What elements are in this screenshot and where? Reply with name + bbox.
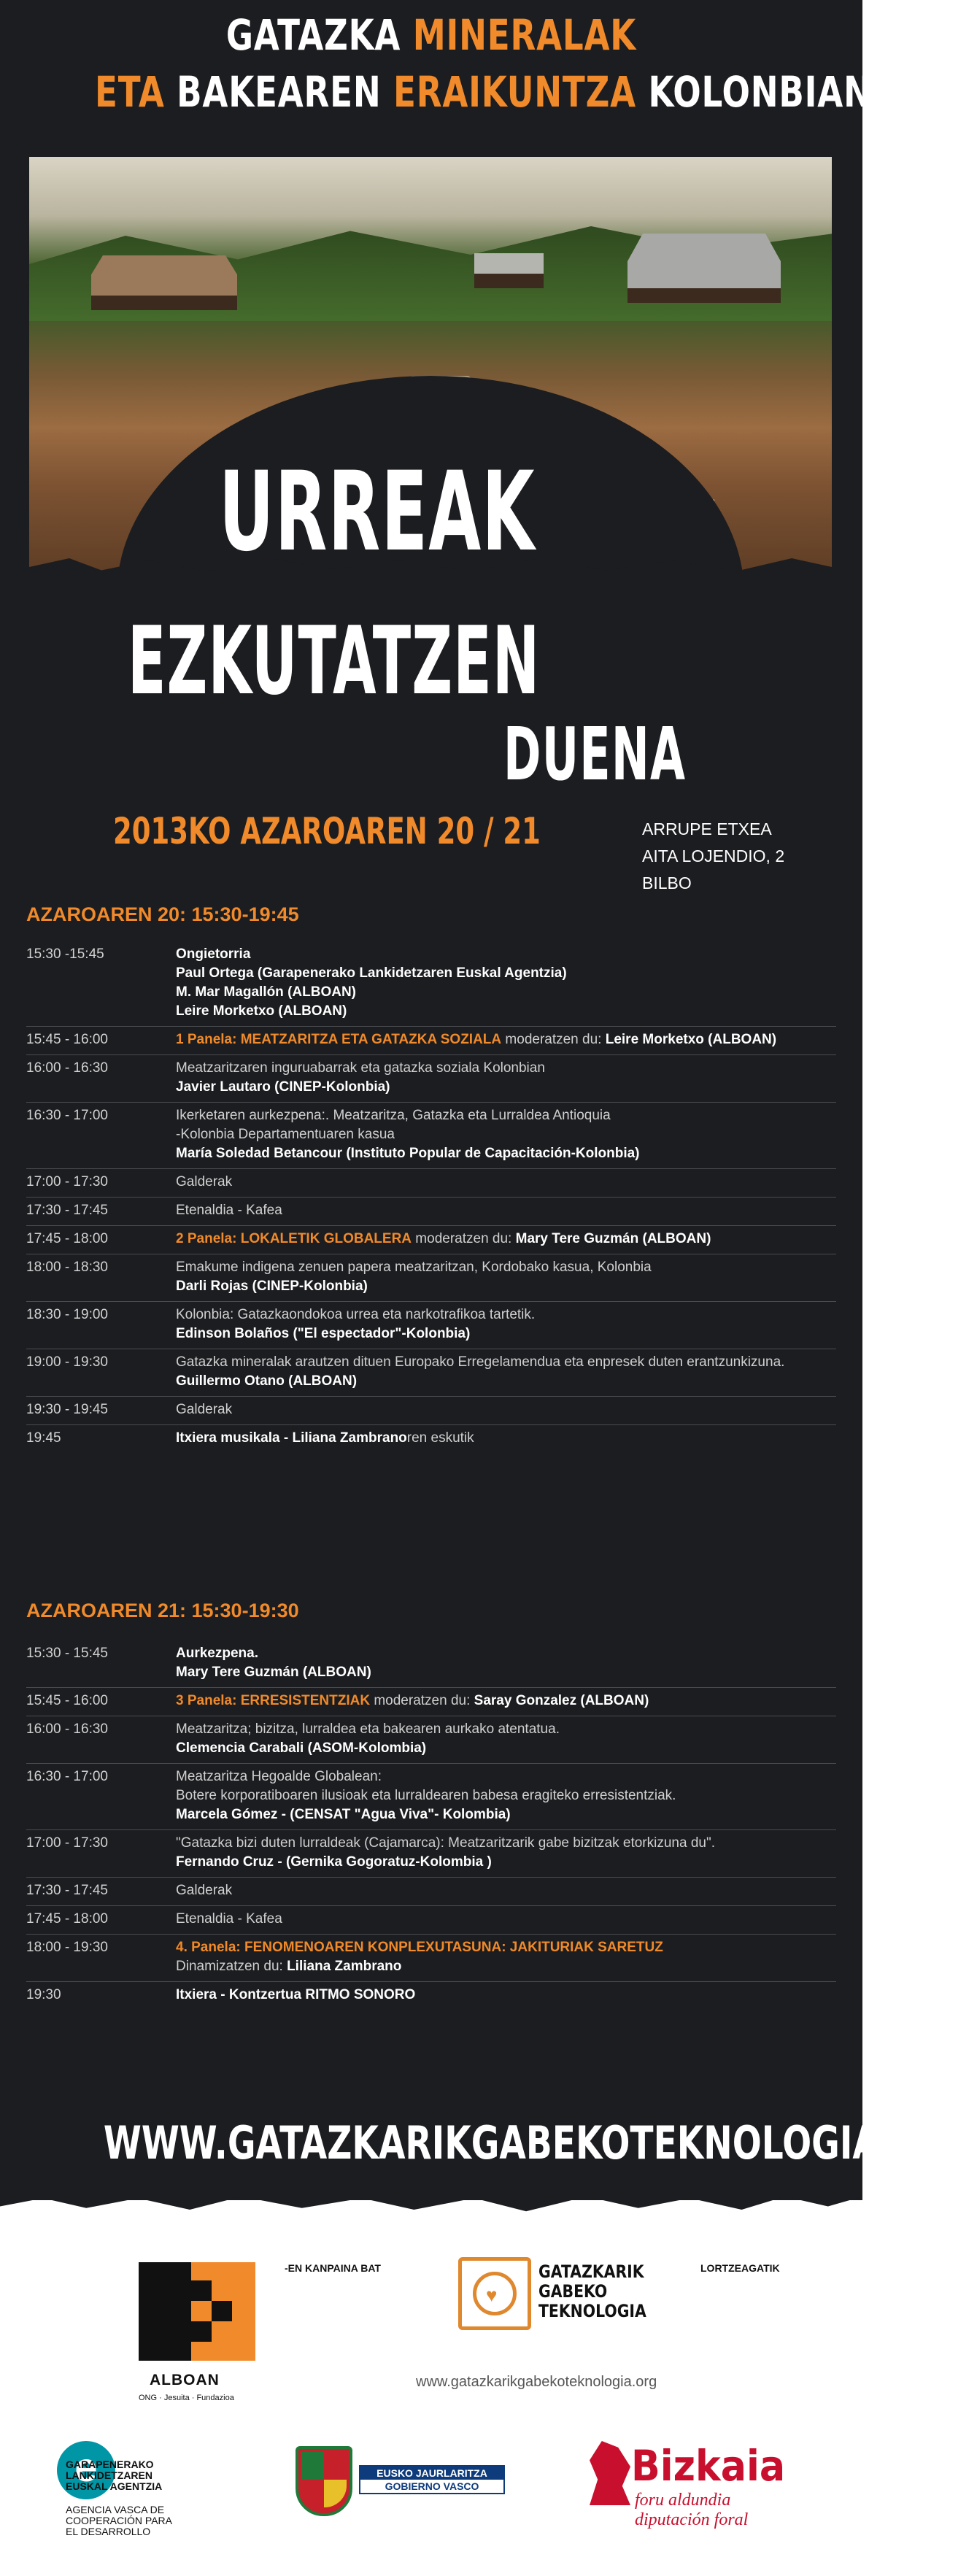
- row-content: [176, 1400, 836, 1419]
- logo-text-line: LANKIDETZAREN: [66, 2469, 152, 2481]
- campaign-note: -EN KANPAINA BAT: [285, 2262, 381, 2274]
- row-time: 18:00 - 18:30: [26, 1260, 108, 1275]
- speaker-name: Javier Lautaro (CINEP-Kolonbia): [176, 1079, 390, 1095]
- row-content: [176, 1258, 836, 1296]
- logo-text-line: GATAZKARIK: [538, 2261, 644, 2282]
- row-time: 17:45 - 18:00: [26, 1911, 108, 1927]
- row-content: [176, 1353, 836, 1391]
- talk-description: Meatzaritza; bizitza, lurraldea eta bakearen aurkako atentatua.: [176, 1721, 560, 1737]
- row-time: 19:00 - 19:30: [26, 1354, 108, 1370]
- alboan-logo: [139, 2262, 255, 2361]
- row-content: [176, 1692, 836, 1711]
- logo-text-line: GARAPENERAKO: [66, 2459, 154, 2470]
- talk-description: Emakume indigena zenuen papera meatzaritzan, Kordobako kasua, Kolonbia: [176, 1260, 652, 1275]
- moderator-label: moderatzen du:: [370, 1693, 474, 1708]
- program-row: [26, 1169, 836, 1198]
- row-content: [176, 1173, 836, 1192]
- logo-square: [212, 2301, 232, 2321]
- day2-program: [26, 1640, 836, 2010]
- row-content: [176, 1720, 836, 1758]
- panel-title: 3 Panela: ERRESISTENTZIAK: [176, 1693, 371, 1708]
- row-title: Ongietorria: [176, 946, 251, 962]
- row-title: Aurkezpena.: [176, 1646, 258, 1661]
- alboan-name: ALBOAN: [150, 2372, 220, 2388]
- talk-description: Gatazka mineralak arautzen dituen Europako Erregelamendua eta enpresek duten erantzunkizuna.: [176, 1354, 785, 1370]
- program-row: [26, 1055, 836, 1103]
- logo-square: [191, 2321, 212, 2342]
- program-row: [26, 1425, 836, 1453]
- program-row: [26, 1198, 836, 1226]
- closing-title: Itxiera - Kontzertua RITMO SONORO: [176, 1987, 416, 2002]
- logo-text-line: foru aldundia: [635, 2491, 731, 2510]
- row-content: [176, 1986, 836, 2005]
- talk-description: Ikerketaren aurkezpena:. Meatzaritza, Gatazka eta Lurraldea Antioquia: [176, 1108, 611, 1123]
- venue-line: ARRUPE ETXEA: [642, 820, 772, 838]
- header-line-1: [95, 10, 768, 60]
- talk-description: Meatzaritza Hegoalde Globalean:: [176, 1769, 382, 1784]
- row-time: 17:00 - 17:30: [26, 1835, 108, 1851]
- row-time: 15:45 - 16:00: [26, 1693, 108, 1708]
- logo-text-line: GOBIERNO VASCO: [360, 2480, 503, 2493]
- day2-heading: AZAROAREN 21: 15:30-19:30: [26, 1600, 299, 1621]
- talk-description: "Gatazka bizi duten lurraldeak (Cajamarca): Meatzaritzarik gabe bizitzak etorkizuna du".: [176, 1835, 715, 1851]
- row-time: 19:30: [26, 1987, 61, 2002]
- moderator-name: Leire Morketxo (ALBOAN): [605, 1032, 777, 1047]
- alboan-subtitle: ONG · Jesuita · Fundazioa: [139, 2394, 234, 2402]
- header-word: GATAZKA: [225, 10, 401, 60]
- row-content: [176, 1881, 836, 1900]
- row-content: [176, 1767, 836, 1824]
- panel-title: 4. Panela: FENOMENOAREN KONPLEXUTASUNA: JAKITURIAK SARETUZ: [176, 1940, 663, 1955]
- campaign-logo-icon: [458, 2257, 531, 2330]
- row-time: 17:00 - 17:30: [26, 1174, 108, 1189]
- event-date: 2013KO AZAROAREN 20 / 21: [113, 810, 541, 852]
- speaker-name: Leire Morketxo (ALBOAN): [176, 1003, 347, 1019]
- shield-quarter: [301, 2452, 324, 2480]
- speaker-name: Edinson Bolaños ("El espectador"-Kolonbia): [176, 1326, 471, 1341]
- campaign-url[interactable]: WWW.GATAZKARIKGABEKOTEKNOLOGIA.ORG: [103, 2116, 977, 2170]
- logo-text-line: EUSKAL AGENTZIA: [66, 2480, 163, 2492]
- bizkaia-name: Bizkaia: [631, 2441, 786, 2491]
- moderator-name: Mary Tere Guzmán (ALBOAN): [515, 1231, 711, 1246]
- program-row: [26, 1982, 836, 2010]
- bizkaia-tree-icon: [590, 2441, 630, 2505]
- moderator-name: Liliana Zambrano: [287, 1959, 402, 1974]
- header-word: KOLONBIAN: [648, 67, 872, 117]
- row-content: [176, 945, 836, 1021]
- campaign-suffix: LORTZEAGATIK: [700, 2262, 780, 2274]
- e-letter-icon: e: [74, 2444, 98, 2490]
- euskal-agentzia-name: [66, 2459, 162, 2492]
- talk-description: Botere korporatiboaren ilusioak eta lurraldearen babesa eragiteko erresistentziak.: [176, 1788, 676, 1803]
- speaker-name: Marcela Gómez - (CENSAT "Agua Viva"- Kolombia): [176, 1807, 511, 1822]
- program-row: [26, 1349, 836, 1397]
- title-line-3: DUENA: [503, 712, 687, 797]
- talk-description: Galderak: [176, 1174, 233, 1189]
- program-row: [26, 1906, 836, 1935]
- row-content: [176, 1059, 836, 1097]
- row-time: 19:45: [26, 1430, 61, 1446]
- panel-title: 1 Panela: MEATZARITZA ETA GATAZKA SOZIALA: [176, 1032, 502, 1047]
- row-time: 16:30 - 17:00: [26, 1769, 108, 1784]
- program-row: [26, 941, 836, 1027]
- logo-text-line: TEKNOLOGIA: [538, 2301, 646, 2321]
- program-row: [26, 1878, 836, 1906]
- campaign-website[interactable]: www.gatazkarikgabekoteknologia.org: [416, 2374, 657, 2390]
- closing-suffix: ren eskutik: [406, 1430, 474, 1446]
- moderator-label: moderatzen du:: [501, 1032, 606, 1047]
- program-row: [26, 1688, 836, 1716]
- shield-quarter: [324, 2480, 347, 2507]
- hut-shape: [474, 253, 544, 288]
- row-time: 19:30 - 19:45: [26, 1402, 108, 1417]
- logo-text-line: EL DESARROLLO: [66, 2526, 151, 2537]
- talk-description: Kolonbia: Gatazkaondokoa urrea eta narkotrafikoa tartetik.: [176, 1307, 536, 1322]
- speaker-name: Paul Ortega (Garapenerako Lankidetzaren Euskal Agentzia): [176, 965, 567, 981]
- program-row: [26, 1935, 836, 1982]
- speaker-name: Guillermo Otano (ALBOAN): [176, 1373, 358, 1389]
- row-time: 15:30 -15:45: [26, 946, 104, 962]
- row-time: 16:30 - 17:00: [26, 1108, 108, 1123]
- speaker-name: María Soledad Betancour (Instituto Popular de Capacitación-Kolonbia): [176, 1146, 640, 1161]
- program-row: [26, 1302, 836, 1349]
- hut-shape: [627, 234, 781, 303]
- day1-heading: AZAROAREN 20: 15:30-19:45: [26, 903, 299, 925]
- logo-square: [191, 2280, 212, 2301]
- talk-description: Galderak: [176, 1402, 233, 1417]
- logo-text-line: GABEKO: [538, 2281, 608, 2302]
- eusko-jaurlaritza-label: [359, 2465, 505, 2494]
- row-content: [176, 1201, 836, 1220]
- hut-shape: [91, 255, 237, 310]
- moderator-label: moderatzen du:: [412, 1231, 516, 1246]
- row-content: [176, 1030, 836, 1049]
- row-content: [176, 1106, 836, 1163]
- header-word-highlight: ETA: [95, 67, 165, 117]
- header-word-highlight: MINERALAK: [412, 10, 637, 60]
- euskal-agentzia-name-es: [66, 2504, 172, 2537]
- venue-line: BILBO: [642, 874, 692, 892]
- day1-program: [26, 941, 836, 1453]
- closing-title: Itxiera musikala - Liliana Zambrano: [176, 1430, 407, 1446]
- moderator-label: Dinamizatzen du:: [176, 1959, 287, 1974]
- heart-icon: ♥: [486, 2284, 498, 2306]
- row-content: [176, 1938, 836, 1976]
- speaker-name: Darli Rojas (CINEP-Kolonbia): [176, 1279, 368, 1294]
- row-content: [176, 1910, 836, 1929]
- talk-description: Meatzaritzaren inguruabarrak eta gatazka soziala Kolonbian: [176, 1060, 545, 1076]
- talk-description: Galderak: [176, 1883, 233, 1898]
- program-row: [26, 1764, 836, 1830]
- row-time: 18:00 - 19:30: [26, 1940, 108, 1955]
- venue-line: AITA LOJENDIO, 2: [642, 847, 785, 865]
- row-time: 16:00 - 16:30: [26, 1060, 108, 1076]
- logo-block: [139, 2262, 191, 2361]
- logo-text-line: EUSKO JAURLARITZA: [360, 2467, 503, 2480]
- row-content: [176, 1230, 836, 1249]
- program-row: [26, 1226, 836, 1254]
- program-row: [26, 1397, 836, 1425]
- bizkaia-subtitle: [635, 2491, 748, 2530]
- speaker-name: Clemencia Carabali (ASOM-Kolombia): [176, 1740, 427, 1756]
- moderator-name: Saray Gonzalez (ALBOAN): [474, 1693, 649, 1708]
- program-row: [26, 1830, 836, 1878]
- row-content: [176, 1429, 836, 1448]
- venue-address: [642, 816, 784, 897]
- row-time: 16:00 - 16:30: [26, 1721, 108, 1737]
- speaker-name: Fernando Cruz - (Gernika Gogoratuz-Kolombia ): [176, 1854, 492, 1870]
- panel-title: 2 Panela: LOKALETIK GLOBALERA: [176, 1231, 412, 1246]
- program-row: [26, 1716, 836, 1764]
- program-row: [26, 1103, 836, 1169]
- talk-description: Etenaldia - Kafea: [176, 1911, 282, 1927]
- header-line-2: [95, 67, 872, 117]
- title-line-2: EZKUTATZEN: [128, 607, 541, 716]
- row-time: 17:45 - 18:00: [26, 1231, 108, 1246]
- header-word-highlight: ERAIKUNTZA: [393, 67, 636, 117]
- logo-text-line: diputación foral: [635, 2510, 749, 2529]
- row-time: 15:30 - 15:45: [26, 1646, 108, 1661]
- program-row: [26, 1254, 836, 1302]
- speaker-name: M. Mar Magallón (ALBOAN): [176, 984, 356, 1000]
- row-time: 17:30 - 17:45: [26, 1883, 108, 1898]
- row-content: [176, 1306, 836, 1343]
- row-content: [176, 1644, 836, 1682]
- talk-description: Etenaldia - Kafea: [176, 1203, 282, 1218]
- eusko-jaurlaritza-shield-icon: [296, 2446, 352, 2516]
- program-row: [26, 1640, 836, 1688]
- row-time: 18:30 - 19:00: [26, 1307, 108, 1322]
- row-content: [176, 1834, 836, 1872]
- header-word: BAKEAREN: [177, 67, 382, 117]
- program-row: [26, 1027, 836, 1055]
- row-time: 17:30 - 17:45: [26, 1203, 108, 1218]
- speaker-name: Mary Tere Guzmán (ALBOAN): [176, 1665, 371, 1680]
- row-time: 15:45 - 16:00: [26, 1032, 108, 1047]
- talk-description: -Kolonbia Departamentuaren kasua: [176, 1127, 395, 1142]
- campaign-logo-text: [538, 2262, 646, 2321]
- logo-text-line: COOPERACIÓN PARA: [66, 2515, 172, 2526]
- logo-text-line: AGENCIA VASCA DE: [66, 2504, 165, 2515]
- title-line-1: URREAK: [219, 449, 536, 576]
